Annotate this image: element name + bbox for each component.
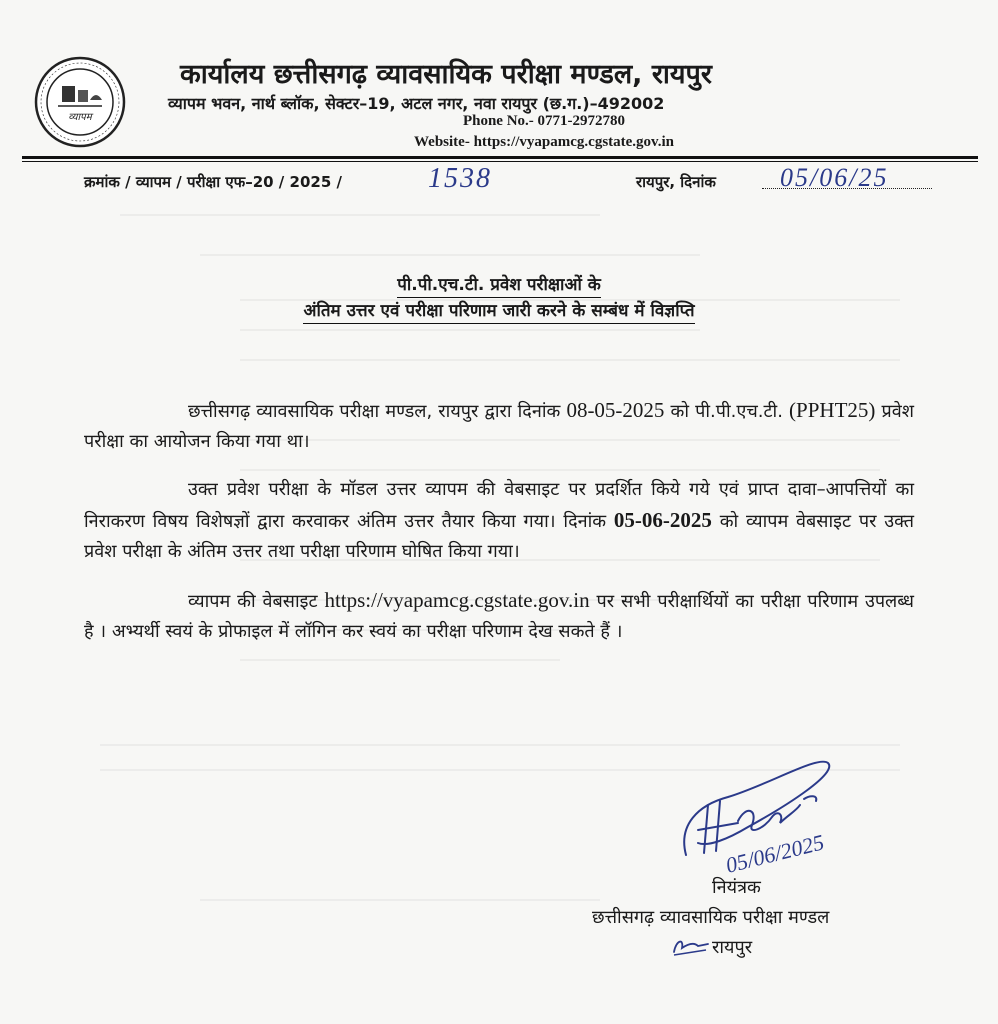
signatory-city: रायपुर xyxy=(712,937,753,958)
p3-text-a: व्यापम की वेबसाइट xyxy=(188,591,325,612)
result-date: 05-06-2025 xyxy=(613,508,712,532)
paragraph-exam-held xyxy=(84,395,914,457)
reference-number-label: क्रमांक / व्यापम / परीक्षा एफ–20 / 2025 / xyxy=(84,173,342,191)
org-website: Website- https://vyapamcg.cgstate.gov.in xyxy=(414,134,674,150)
logo-text: व्यापम xyxy=(68,112,92,123)
subject-line-2-text: अंतिम उत्तर एवं परीक्षा परिणाम जारी करने के सम्बंध में विज्ञप्ति xyxy=(303,301,694,324)
date-label: रायपुर, दिनांक xyxy=(636,173,716,191)
org-address: व्यापम भवन, नार्थ ब्लॉक, सेक्टर–19, अटल नगर, नवा रायपुर (छ.ग.)–492002 xyxy=(168,94,665,113)
exam-date: 08-05-2025 xyxy=(566,398,665,422)
org-title: कार्यालय छत्तीसगढ़ व्यावसायिक परीक्षा मण्डल, रायपुर xyxy=(180,59,712,90)
p2-text-a: उक्त प्रवेश परीक्षा के मॉडल उत्तर व्यापम की वेबसाइट पर प्रदर्शित किये गये एवं प्राप्त दावा–आपत्तियों का निराकरण विषय विशेषज्ञों द्वारा करवाकर अंतिम उत्तर तैयार किया गया। दिनांक xyxy=(84,479,914,532)
signature-date: 05/06/2025 xyxy=(723,829,827,878)
exam-code: (PPHT25) xyxy=(789,398,876,422)
p2-text-b: को व्यापम वेबसाइट पर उक्त प्रवेश परीक्षा के अंतिम उत्तर तथा परीक्षा परिणाम घोषित किया गया। xyxy=(84,511,914,562)
p1-text-b: को पी.पी.एच.टी. xyxy=(664,401,790,422)
website-url: https://vyapamcg.cgstate.gov.in xyxy=(324,588,590,612)
p1-text-a: छत्तीसगढ़ व्यावसायिक परीक्षा मण्डल, रायपुर द्वारा दिनांक xyxy=(188,401,567,422)
reference-number-handwritten: 1538 xyxy=(428,163,492,194)
org-phone: Phone No.- 0771-2972780 xyxy=(462,113,626,129)
controller-signature xyxy=(668,735,878,880)
subject-line-1-text: पी.पी.एच.टी. प्रवेश परीक्षाओं के xyxy=(397,275,601,298)
paragraph-result-availability xyxy=(84,585,914,647)
header-divider-thick xyxy=(22,156,978,159)
notice-body xyxy=(84,395,914,665)
signatory-organization: छत्तीसगढ़ व्यावसायिक परीक्षा मण्डल xyxy=(592,907,830,928)
subject-line-1 xyxy=(0,272,998,295)
signatory-designation: नियंत्रक xyxy=(712,877,761,898)
date-handwritten: 05/06/25 xyxy=(780,163,889,192)
initial-mark xyxy=(670,930,712,958)
p1-text-c: प्रवेश परीक्षा का आयोजन किया गया था। xyxy=(84,401,914,452)
paragraph-final-answers xyxy=(84,475,914,567)
subject-line-2 xyxy=(0,298,998,321)
p3-text-b: पर सभी परीक्षार्थियों का परीक्षा परिणाम उपलब्ध है । अभ्यर्थी स्वयं के प्रोफाइल में लॉगिन कर स्वयं का परीक्षा परिणाम देख सकते हैं । xyxy=(84,591,914,642)
header-divider-thin xyxy=(22,161,978,162)
